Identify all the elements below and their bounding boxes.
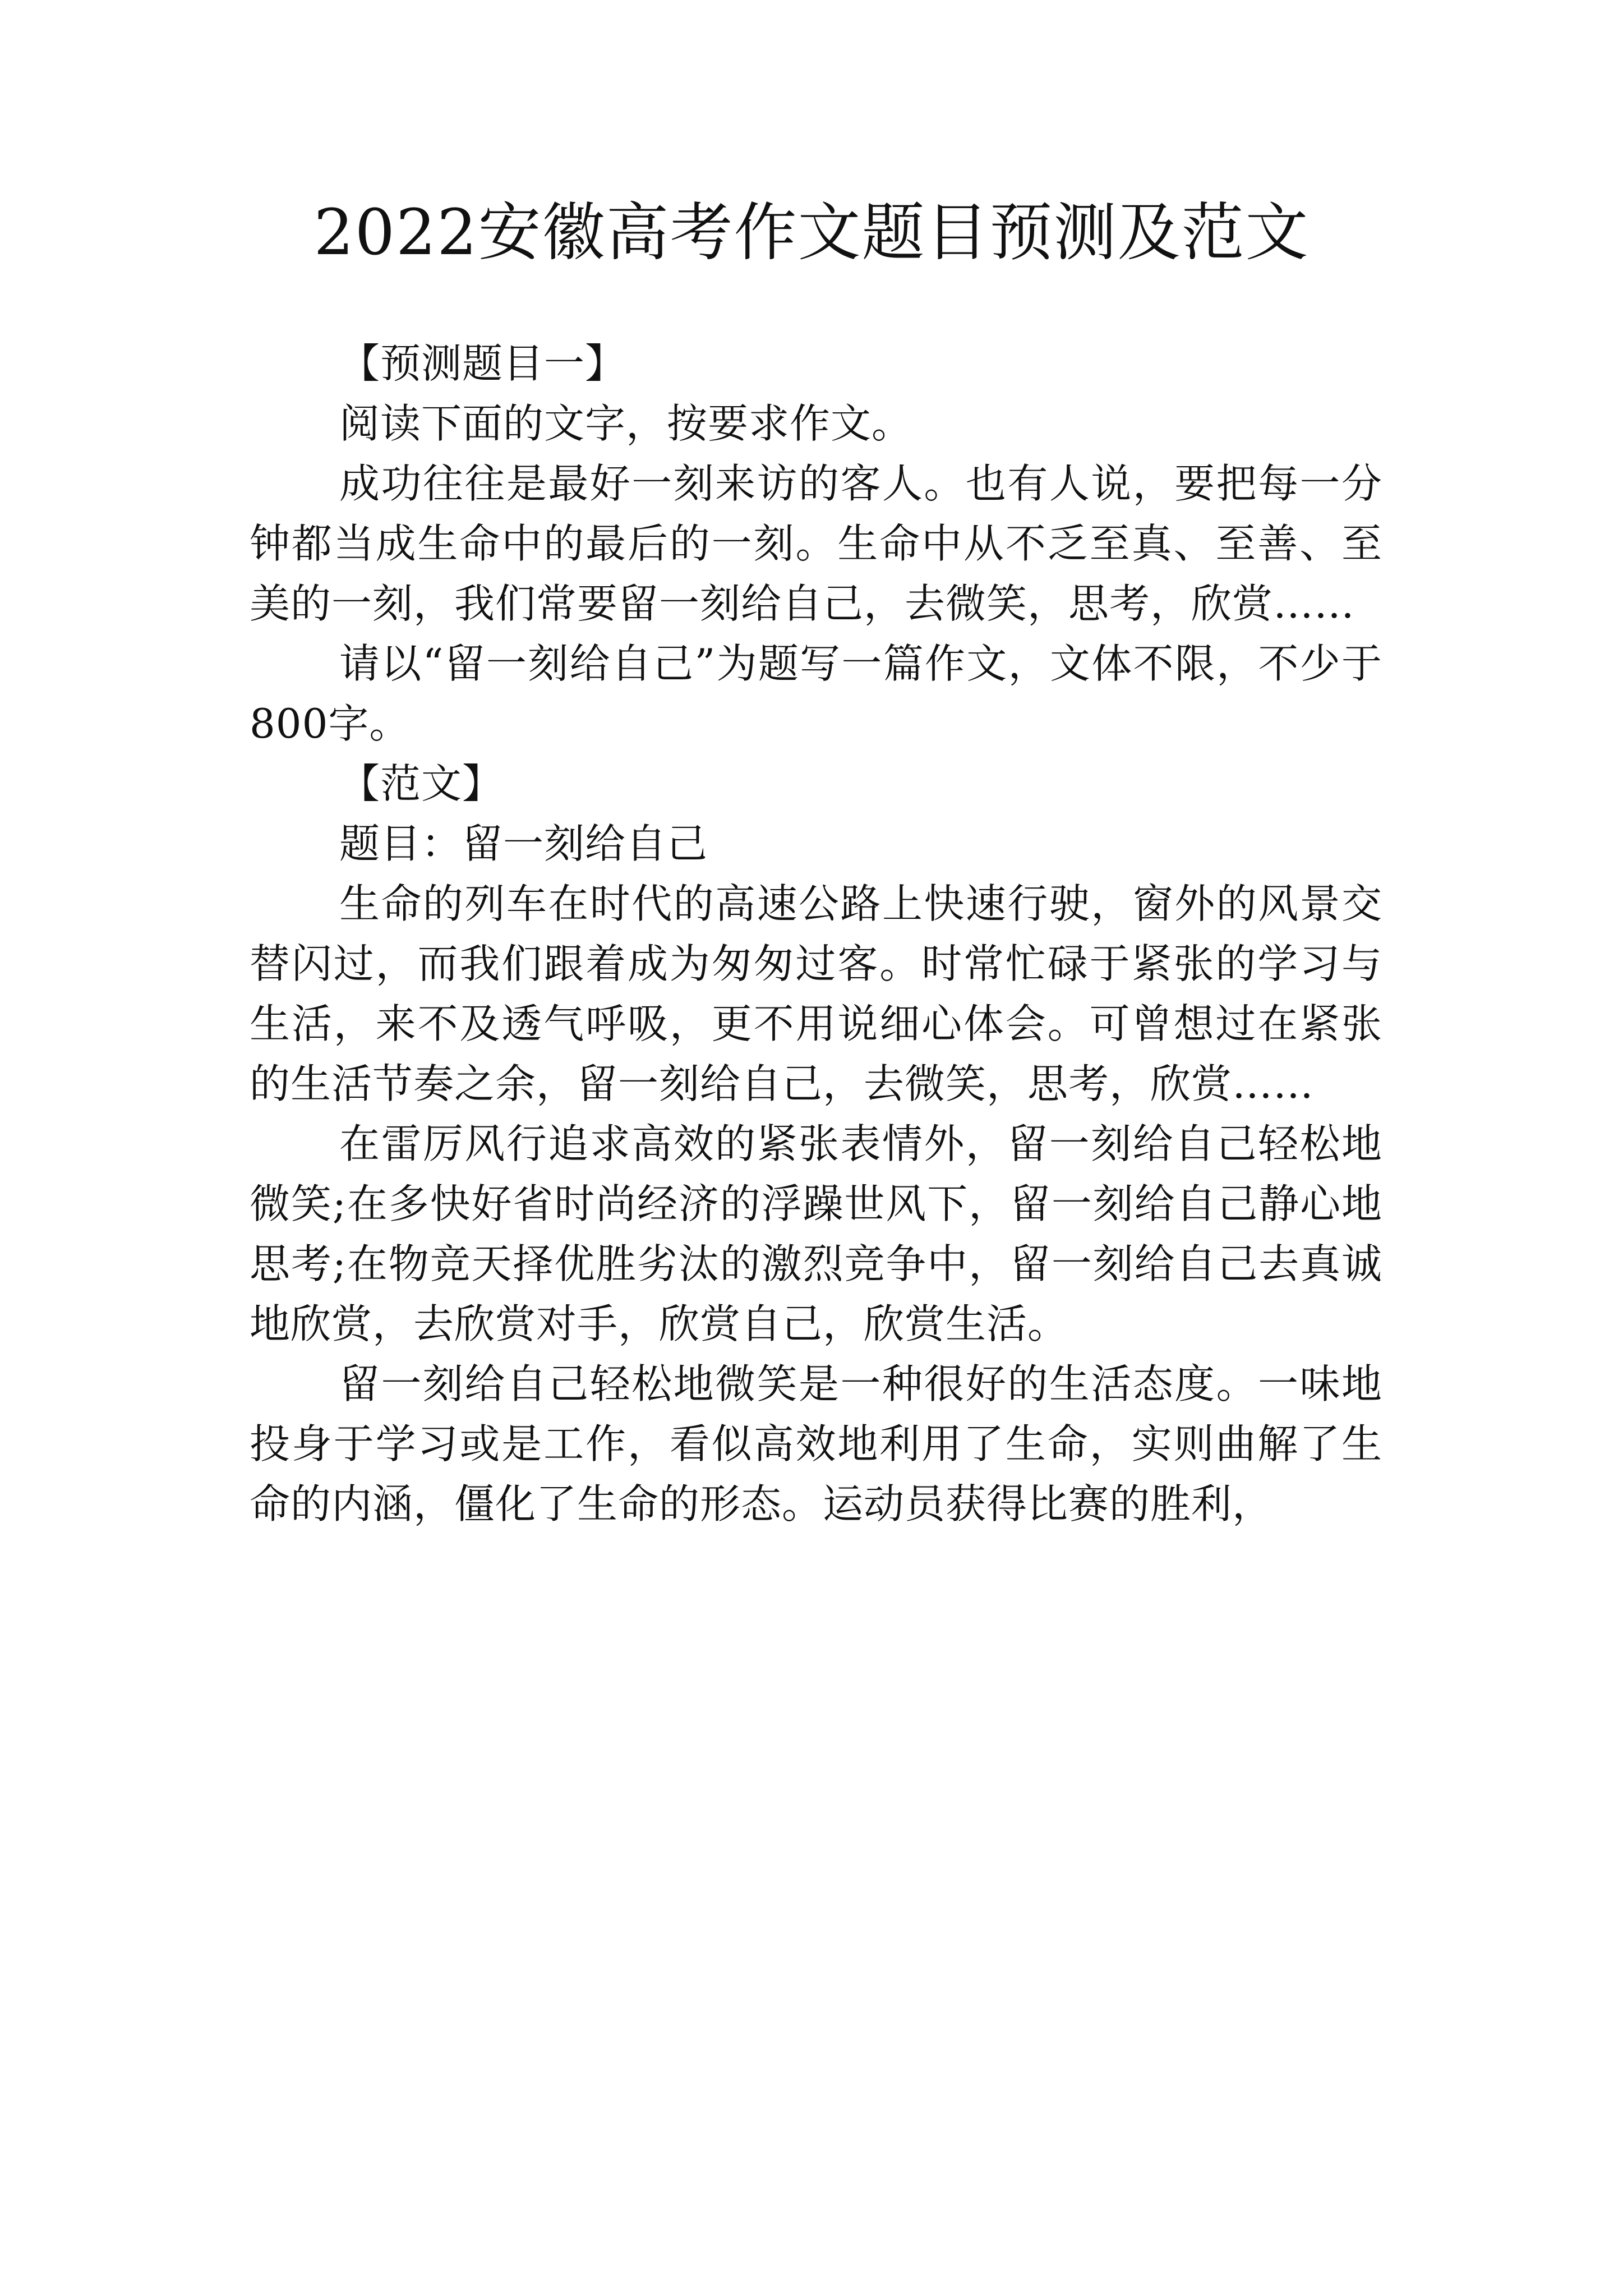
essay-paragraph-1: 生命的列车在时代的高速公路上快速行驶，窗外的风景交替闪过，而我们跟着成为匆匆过客。时常忙碌于紧张的学习与生活，来不及透气呼吸，更不用说细心体会。可曾想过在紧张的生活节奏之余，留一刻给自己，去微笑，思考，欣赏……: [250, 880, 1382, 1107]
section-heading-prediction: 【预测题目一】: [339, 340, 626, 387]
prompt-paragraph: 成功往往是最好一刻来访的客人。也有人说，要把每一分钟都当成生命中的最后的一刻。生命中从不乏至真、至善、至美的一刻，我们常要留一刻给自己，去微笑，思考，欣赏……: [250, 460, 1382, 627]
document-body: [250, 334, 1382, 1534]
essay-paragraph-2: 在雷厉风行追求高效的紧张表情外，留一刻给自己轻松地微笑;在多快好省时尚经济的浮躁世风下，留一刻给自己静心地思考;在物竞天择优胜劣汰的激烈竞争中，留一刻给自己去真诚地欣赏，去欣赏对手，欣赏自己，欣赏生活。: [250, 1120, 1382, 1347]
section-heading-sample: 【范文】: [339, 760, 504, 807]
task-paragraph: 请以“留一刻给自己”为题写一篇作文，文体不限，不少于800字。: [250, 640, 1382, 747]
essay-title: 题目：留一刻给自己: [339, 820, 708, 867]
document-title: 2022安徽高考作文题目预测及范文: [313, 196, 1310, 269]
instruction-paragraph: 阅读下面的文字，按要求作文。: [339, 400, 913, 447]
essay-paragraph-3: 留一刻给自己轻松地微笑是一种很好的生活态度。一味地投身于学习或是工作，看似高效地利用了生命，实则曲解了生命的内涵，僵化了生命的形态。运动员获得比赛的胜利，: [250, 1360, 1382, 1527]
